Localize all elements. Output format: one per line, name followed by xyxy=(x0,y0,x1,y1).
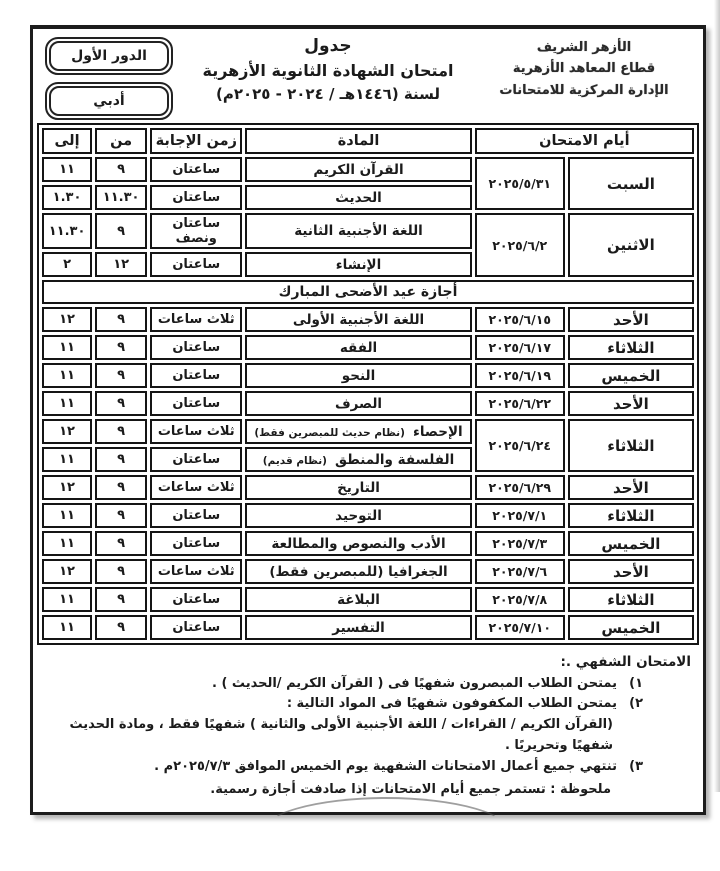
subject-cell xyxy=(245,475,471,500)
organization-block xyxy=(479,37,689,101)
duration-cell: ساعتان xyxy=(150,252,242,277)
duration-cell: ساعتان xyxy=(150,503,242,528)
table-row xyxy=(42,615,694,640)
date-cell: ٢٠٢٥/٦/٢٩ xyxy=(475,475,565,500)
date-cell: ٢٠٢٥/٧/١٠ xyxy=(475,615,565,640)
date-cell: ٢٠٢٥/٦/٢٤ xyxy=(475,419,565,472)
final-remark-label: ملحوظة : xyxy=(550,781,611,797)
to-cell: ١١ xyxy=(42,157,92,182)
header-duration: زمن الإجابة xyxy=(150,128,242,154)
duration-cell: ثلاث ساعات xyxy=(150,559,242,584)
date-cell: ٢٠٢٥/٦/٢ xyxy=(475,213,565,277)
table-row xyxy=(42,157,694,182)
to-cell: ١١ xyxy=(42,447,92,472)
date-cell: ٢٠٢٥/٧/٦ xyxy=(475,559,565,584)
subject-name: الإحصاء xyxy=(412,423,463,440)
date-cell: ٢٠٢٥/٦/١٧ xyxy=(475,335,565,360)
duration-cell: ساعتان xyxy=(150,615,242,640)
subject-name: التفسير xyxy=(332,619,385,636)
day-cell: الأحد xyxy=(568,391,694,416)
from-cell: ٩ xyxy=(95,307,147,332)
date-cell: ٢٠٢٥/٧/١ xyxy=(475,503,565,528)
subject-cell xyxy=(245,503,471,528)
track-badge-label: أدبي xyxy=(49,86,169,116)
to-cell: ١.٣٠ xyxy=(42,185,92,210)
org-name: الأزهر الشريف xyxy=(536,40,632,55)
oral-exam-notes-list xyxy=(47,674,691,778)
table-row xyxy=(42,307,694,332)
subject-cell xyxy=(245,419,471,444)
title-word: جدول xyxy=(304,36,352,56)
org-administration: الإدارة المركزية للامتحانات xyxy=(499,82,669,98)
to-cell: ١١ xyxy=(42,615,92,640)
to-cell: ١٢ xyxy=(42,559,92,584)
subject-name: النحو xyxy=(341,367,376,384)
day-cell: الثلاثاء xyxy=(568,335,694,360)
final-remark-text: تستمر جميع أيام الامتحانات إذا صادفت أجازة رسمية. xyxy=(210,781,546,797)
subject-note: (نظام قديم) xyxy=(262,454,327,467)
day-cell: الأحد xyxy=(568,559,694,584)
holiday-cell: أجازة عيد الأضحى المبارك xyxy=(42,280,694,304)
to-cell: ١١ xyxy=(42,531,92,556)
to-cell: ١٢ xyxy=(42,475,92,500)
to-cell: ١١ xyxy=(42,335,92,360)
note-item xyxy=(47,674,691,695)
header-from: من xyxy=(95,128,147,154)
day-cell: الثلاثاء xyxy=(568,503,694,528)
subject-name: التاريخ xyxy=(337,479,380,496)
table-row xyxy=(42,475,694,500)
scan-edge-shadow xyxy=(714,0,720,792)
table-row xyxy=(42,419,694,444)
to-cell: ١١ xyxy=(42,587,92,612)
oral-exam-heading: الامتحان الشفهي .: xyxy=(560,654,691,670)
day-cell: الثلاثاء xyxy=(568,419,694,472)
from-cell: ٩ xyxy=(95,213,147,249)
from-cell: ٩ xyxy=(95,503,147,528)
duration-cell: ساعتان xyxy=(150,335,242,360)
date-cell: ٢٠٢٥/٦/١٩ xyxy=(475,363,565,388)
header-to: إلى xyxy=(42,128,92,154)
subject-cell xyxy=(245,587,471,612)
subject-cell xyxy=(245,615,471,640)
duration-cell: ثلاث ساعات xyxy=(150,419,242,444)
exam-schedule-table xyxy=(37,123,699,645)
from-cell: ٩ xyxy=(95,157,147,182)
title-exam-name: امتحان الشهادة الثانوية الأزهرية xyxy=(202,60,454,80)
duration-cell: ساعتان xyxy=(150,391,242,416)
subject-name: الصرف xyxy=(334,395,383,412)
from-cell: ٩ xyxy=(95,419,147,444)
duration-cell: ثلاث ساعات xyxy=(150,307,242,332)
day-cell: الخميس xyxy=(568,531,694,556)
note-text: يمتحن الطلاب المبصرون شفهيًا فى ( القرآن الكريم /الحديث ) . xyxy=(212,675,617,691)
day-cell: الثلاثاء xyxy=(568,587,694,612)
from-cell: ١٢ xyxy=(95,252,147,277)
from-cell: ٩ xyxy=(95,587,147,612)
table-row xyxy=(42,213,694,249)
date-cell: ٢٠٢٥/٧/٣ xyxy=(475,531,565,556)
footer-notes xyxy=(33,645,703,800)
subject-name: الأدب والنصوص والمطالعة xyxy=(271,535,446,552)
subject-cell xyxy=(245,213,471,249)
note-item xyxy=(47,757,691,778)
note-marker: ١) xyxy=(629,675,643,691)
to-cell: ٢ xyxy=(42,252,92,277)
subject-name: الإنشاء xyxy=(335,256,382,273)
day-cell: الأحد xyxy=(568,475,694,500)
note-continuation: (القرآن الكريم / القراءات / اللغة الأجنبية الأولى والثانية ) شفهيًا فقط ، ومادة الحديث شفهيًا وتحريريًا . xyxy=(69,717,613,753)
to-cell: ١١.٣٠ xyxy=(42,213,92,249)
duration-cell: ساعتان xyxy=(150,363,242,388)
table-row xyxy=(42,531,694,556)
day-cell: السبت xyxy=(568,157,694,210)
duration-cell: ساعتان ونصف xyxy=(150,213,242,249)
to-cell: ١١ xyxy=(42,503,92,528)
from-cell: ٩ xyxy=(95,559,147,584)
subject-cell xyxy=(245,252,471,277)
duration-cell: ساعتان xyxy=(150,531,242,556)
duration-cell: ساعتان xyxy=(150,587,242,612)
note-item xyxy=(47,694,691,715)
subject-name: الفلسفة والمنطق xyxy=(334,451,455,468)
from-cell: ٩ xyxy=(95,391,147,416)
table-row xyxy=(42,363,694,388)
day-cell: الخميس xyxy=(568,615,694,640)
to-cell: ١١ xyxy=(42,363,92,388)
date-cell: ٢٠٢٥/٦/٢٢ xyxy=(475,391,565,416)
header-subject: المادة xyxy=(245,128,471,154)
subject-name: القرآن الكريم xyxy=(313,161,404,178)
from-cell: ٩ xyxy=(95,447,147,472)
table-row xyxy=(42,391,694,416)
to-cell: ١٢ xyxy=(42,307,92,332)
note-marker: ٢) xyxy=(629,696,643,712)
subject-cell xyxy=(245,335,471,360)
subject-cell xyxy=(245,185,471,210)
subject-name: الجغرافيا (للمبصرين فقط) xyxy=(269,563,448,580)
track-badge xyxy=(45,82,173,120)
table-row xyxy=(42,335,694,360)
to-cell: ١٢ xyxy=(42,419,92,444)
from-cell: ٩ xyxy=(95,531,147,556)
org-sector: قطاع المعاهد الأزهرية xyxy=(512,61,656,77)
stamp-edge xyxy=(259,797,513,871)
duration-cell: ساعتان xyxy=(150,447,242,472)
to-cell: ١١ xyxy=(42,391,92,416)
day-cell: الاثنين xyxy=(568,213,694,277)
subject-name: اللغة الأجنبية الثانية xyxy=(294,223,423,239)
header-badges xyxy=(45,37,173,120)
table-row xyxy=(42,559,694,584)
note-text: يمتحن الطلاب المكفوفون شفهيًا فى المواد التالية : xyxy=(286,696,617,712)
duration-cell: ثلاث ساعات xyxy=(150,475,242,500)
from-cell: ٩ xyxy=(95,335,147,360)
date-cell: ٢٠٢٥/٦/١٥ xyxy=(475,307,565,332)
subject-name: الحديث xyxy=(335,189,382,206)
from-cell: ٩ xyxy=(95,615,147,640)
document-title xyxy=(188,35,468,105)
duration-cell: ساعتان xyxy=(150,157,242,182)
subject-note: (نظام حديث للمبصرين فقط) xyxy=(254,426,405,439)
subject-cell xyxy=(245,531,471,556)
from-cell: ٩ xyxy=(95,475,147,500)
subject-cell xyxy=(245,447,471,472)
note-marker: ٣) xyxy=(629,758,643,774)
round-badge xyxy=(45,37,173,75)
subject-cell xyxy=(245,307,471,332)
subject-name: التوحيد xyxy=(335,507,382,524)
subject-cell xyxy=(245,157,471,182)
document-frame xyxy=(30,25,706,815)
subject-name: الفقه xyxy=(339,339,378,356)
subject-cell xyxy=(245,391,471,416)
header-exam-days: أيام الامتحان xyxy=(475,128,694,154)
round-badge-label: الدور الأول xyxy=(49,41,169,71)
table-row xyxy=(42,503,694,528)
subject-name: اللغة الأجنبية الأولى xyxy=(292,311,425,328)
title-year: لسنة (١٤٤٦هـ / ٢٠٢٤ - ٢٠٢٥م) xyxy=(215,84,441,103)
subject-name: البلاغة xyxy=(337,591,380,608)
date-cell: ٢٠٢٥/٥/٣١ xyxy=(475,157,565,210)
holiday-row xyxy=(42,280,694,304)
note-text: تنتهي جميع أعمال الامتحانات الشفهية يوم الخميس الموافق ٢٠٢٥/٧/٣م . xyxy=(154,758,617,774)
day-cell: الأحد xyxy=(568,307,694,332)
duration-cell: ساعتان xyxy=(150,185,242,210)
subject-cell xyxy=(245,559,471,584)
from-cell: ١١.٣٠ xyxy=(95,185,147,210)
date-cell: ٢٠٢٥/٧/٨ xyxy=(475,587,565,612)
subject-cell xyxy=(245,363,471,388)
document-header xyxy=(33,29,703,123)
from-cell: ٩ xyxy=(95,363,147,388)
table-row xyxy=(42,587,694,612)
table-header-row xyxy=(42,128,694,154)
day-cell: الخميس xyxy=(568,363,694,388)
